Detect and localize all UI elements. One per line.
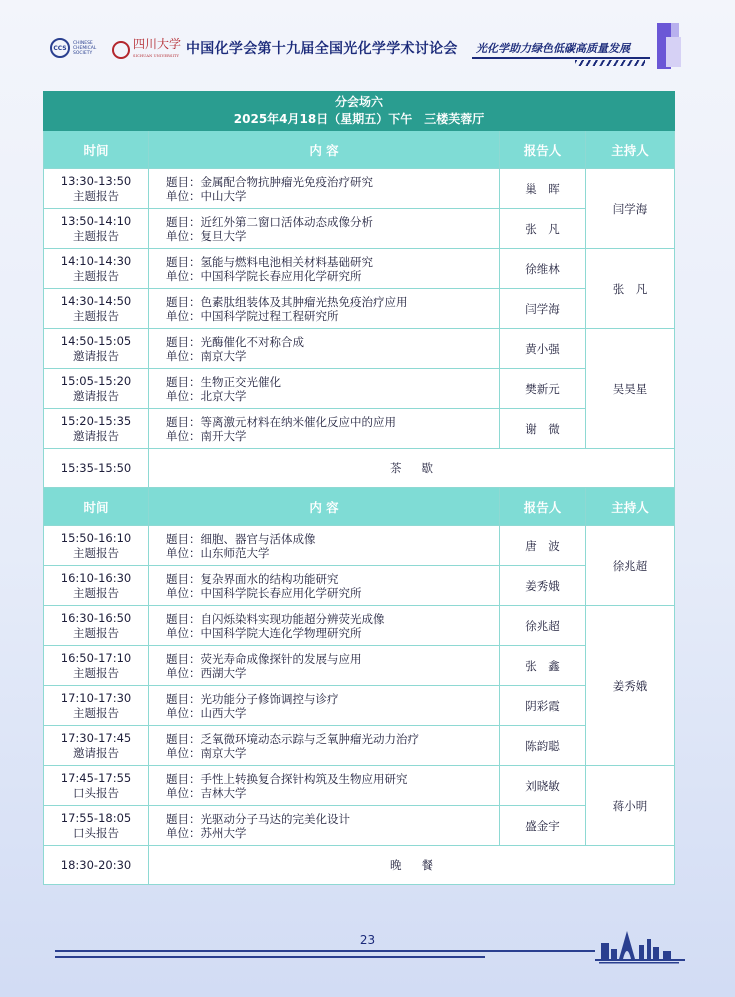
talk-time-cell [44, 806, 149, 846]
content-column-header: 内 容 [149, 131, 500, 169]
talk-unit: 单位：山西大学 [166, 705, 247, 720]
talk-row [44, 606, 675, 646]
talk-title: 题目：光功能分子修饰调控与诊疗 [166, 691, 339, 706]
talk-time-cell [44, 766, 149, 806]
talk-title: 题目：光驱动分子马达的完美化设计 [166, 811, 350, 826]
talk-time: 15:20-15:35 [60, 413, 132, 428]
talk-speaker: 徐维林 [500, 249, 586, 289]
talk-speaker: 姜秀娥 [500, 566, 586, 606]
session-header [44, 92, 675, 131]
talk-type: 主题报告 [73, 308, 119, 323]
chair-name: 吴昊星 [586, 329, 675, 449]
talk-time-cell [44, 686, 149, 726]
talk-time: 14:10-14:30 [60, 253, 132, 268]
chair-name: 蒋小明 [586, 766, 675, 846]
talk-speaker: 刘晓敏 [500, 766, 586, 806]
talk-title: 题目：生物正交光催化 [166, 374, 281, 389]
talk-row [44, 249, 675, 289]
talk-content-cell [149, 686, 500, 726]
scu-logo-text: 四川大学 [133, 37, 182, 51]
talk-row [44, 806, 675, 846]
page-header [0, 0, 735, 80]
talk-content-cell [149, 209, 500, 249]
break-time: 18:30-20:30 [44, 846, 149, 885]
talk-speaker: 阴彩霞 [500, 686, 586, 726]
talk-type: 口头报告 [73, 785, 119, 800]
speaker-column-header: 报告人 [500, 488, 586, 526]
ccs-logo-text: CHINESE CHEMICAL SOCIETY [73, 40, 97, 56]
corner-decoration [671, 23, 679, 37]
column-header-row [44, 488, 675, 526]
talk-time-cell [44, 606, 149, 646]
talk-content-cell [149, 606, 500, 646]
scu-logo [112, 38, 181, 62]
talk-speaker: 巢 晖 [500, 169, 586, 209]
talk-row [44, 686, 675, 726]
talk-title: 题目：荧光寿命成像探针的发展与应用 [166, 651, 362, 666]
talk-title: 题目：细胞、器官与活体成像 [166, 531, 316, 546]
talk-time: 17:30-17:45 [60, 730, 132, 745]
talk-speaker: 张 鑫 [500, 646, 586, 686]
talk-row [44, 169, 675, 209]
scu-seal-icon [112, 41, 130, 59]
talk-type: 邀请报告 [73, 388, 119, 403]
talk-time: 16:50-17:10 [60, 650, 132, 665]
talk-unit: 单位：中国科学院长春应用化学研究所 [166, 268, 362, 283]
talk-type: 主题报告 [73, 545, 119, 560]
talk-content-cell [149, 726, 500, 766]
talk-title: 题目：自闪烁染料实现功能超分辨荧光成像 [166, 611, 385, 626]
talk-time-cell [44, 329, 149, 369]
talk-time-cell [44, 289, 149, 329]
talk-time: 17:10-17:30 [60, 690, 132, 705]
talk-time-cell [44, 409, 149, 449]
talk-unit: 单位：南京大学 [166, 745, 247, 760]
talk-title: 题目：金属配合物抗肿瘤光免疫治疗研究 [166, 174, 373, 189]
chair-name: 张 凡 [586, 249, 675, 329]
talk-content-cell [149, 646, 500, 686]
talk-time-cell [44, 209, 149, 249]
talk-speaker: 黄小强 [500, 329, 586, 369]
column-header-row [44, 131, 675, 169]
talk-time: 13:30-13:50 [60, 173, 132, 188]
header-rule [472, 57, 650, 59]
talk-content-cell [149, 249, 500, 289]
talk-unit: 单位：山东师范大学 [166, 545, 270, 560]
talk-content-cell [149, 806, 500, 846]
session-name: 分会场六 [335, 95, 384, 109]
bridge-skyline-icon [595, 925, 685, 965]
talk-title: 题目：近红外第二窗口活体动态成像分析 [166, 214, 373, 229]
talk-type: 主题报告 [73, 665, 119, 680]
talk-time: 15:05-15:20 [60, 373, 132, 388]
break-time: 15:35-15:50 [44, 449, 149, 488]
talk-content-cell [149, 566, 500, 606]
talk-time-cell [44, 566, 149, 606]
talk-time-cell [44, 526, 149, 566]
chair-name: 姜秀娥 [586, 606, 675, 766]
talk-time: 17:55-18:05 [60, 810, 132, 825]
talk-time: 17:45-17:55 [60, 770, 132, 785]
time-column-header: 时间 [44, 488, 149, 526]
talk-speaker: 盛金宇 [500, 806, 586, 846]
session-detail: 2025年4月18日（星期五）下午 三楼芙蓉厅 [233, 112, 485, 126]
talk-type: 口头报告 [73, 825, 119, 840]
talk-speaker: 徐兆超 [500, 606, 586, 646]
break-row [44, 449, 675, 488]
talk-time-cell [44, 369, 149, 409]
talk-type: 主题报告 [73, 585, 119, 600]
talk-type: 邀请报告 [73, 348, 119, 363]
talk-speaker: 闫学海 [500, 289, 586, 329]
talk-time: 14:30-14:50 [60, 293, 132, 308]
talk-row [44, 409, 675, 449]
header-hatch-decoration [575, 60, 645, 66]
talk-unit: 单位：西湖大学 [166, 665, 247, 680]
corner-decoration [666, 37, 681, 67]
schedule-body [44, 92, 675, 885]
time-column-header: 时间 [44, 131, 149, 169]
footer-rule [55, 950, 595, 952]
talk-unit: 单位：中山大学 [166, 188, 247, 203]
talk-title: 题目：色素肽组装体及其肿瘤光热免疫治疗应用 [166, 294, 408, 309]
talk-row [44, 329, 675, 369]
talk-content-cell [149, 169, 500, 209]
talk-speaker: 陈韵聪 [500, 726, 586, 766]
talk-type: 邀请报告 [73, 428, 119, 443]
talk-speaker: 谢 微 [500, 409, 586, 449]
talk-time-cell [44, 646, 149, 686]
break-row [44, 846, 675, 885]
talk-unit: 单位：复旦大学 [166, 228, 247, 243]
talk-unit: 单位：北京大学 [166, 388, 247, 403]
ccs-logo [50, 38, 101, 58]
talk-title: 题目：氢能与燃料电池相关材料基础研究 [166, 254, 373, 269]
talk-unit: 单位：吉林大学 [166, 785, 247, 800]
talk-content-cell [149, 409, 500, 449]
conference-slogan: 光化学助力绿色低碳高质量发展 [476, 42, 630, 55]
talk-time: 13:50-14:10 [60, 213, 132, 228]
talk-title: 题目：乏氧微环境动态示踪与乏氧肿瘤光动力治疗 [166, 731, 419, 746]
talk-unit: 单位：苏州大学 [166, 825, 247, 840]
talk-unit: 单位：南开大学 [166, 428, 247, 443]
talk-row [44, 369, 675, 409]
talk-time-cell [44, 726, 149, 766]
talk-content-cell [149, 526, 500, 566]
talk-type: 主题报告 [73, 625, 119, 640]
conference-title: 中国化学会第十九届全国光化学学术讨论会 [186, 41, 458, 57]
talk-title: 题目：等离激元材料在纳米催化反应中的应用 [166, 414, 396, 429]
talk-time-cell [44, 169, 149, 209]
chair-name: 闫学海 [586, 169, 675, 249]
talk-speaker: 樊新元 [500, 369, 586, 409]
talk-type: 主题报告 [73, 268, 119, 283]
talk-speaker: 唐 波 [500, 526, 586, 566]
talk-type: 邀请报告 [73, 745, 119, 760]
talk-title: 题目：复杂界面水的结构功能研究 [166, 571, 339, 586]
talk-time: 15:50-16:10 [60, 530, 132, 545]
speaker-column-header: 报告人 [500, 131, 586, 169]
talk-content-cell [149, 766, 500, 806]
scu-logo-subtext: SICHUAN UNIVERSITY [133, 54, 180, 58]
talk-unit: 单位：中国科学院过程工程研究所 [166, 308, 339, 323]
talk-row [44, 646, 675, 686]
break-label: 茶歇 [149, 449, 675, 488]
talk-content-cell [149, 329, 500, 369]
chair-name: 徐兆超 [586, 526, 675, 606]
talk-title: 题目：光酶催化不对称合成 [166, 334, 304, 349]
talk-row [44, 726, 675, 766]
content-column-header: 内 容 [149, 488, 500, 526]
talk-row [44, 289, 675, 329]
break-label: 晚餐 [149, 846, 675, 885]
talk-unit: 单位：中国科学院大连化学物理研究所 [166, 625, 362, 640]
talk-time: 16:30-16:50 [60, 610, 132, 625]
talk-time-cell [44, 249, 149, 289]
talk-unit: 单位：南京大学 [166, 348, 247, 363]
talk-row [44, 209, 675, 249]
talk-title: 题目：手性上转换复合探针构筑及生物应用研究 [166, 771, 408, 786]
talk-row [44, 566, 675, 606]
talk-time: 14:50-15:05 [60, 333, 132, 348]
footer-rule [55, 956, 485, 958]
talk-type: 主题报告 [73, 188, 119, 203]
talk-content-cell [149, 369, 500, 409]
talk-type: 主题报告 [73, 228, 119, 243]
talk-content-cell [149, 289, 500, 329]
chair-column-header: 主持人 [586, 488, 675, 526]
page-number: 23 [359, 933, 376, 947]
talk-type: 主题报告 [73, 705, 119, 720]
ccs-logo-icon: CCS [50, 38, 70, 58]
chair-column-header: 主持人 [586, 131, 675, 169]
talk-time: 16:10-16:30 [60, 570, 132, 585]
talk-speaker: 张 凡 [500, 209, 586, 249]
talk-row [44, 766, 675, 806]
talk-row [44, 526, 675, 566]
schedule-table [43, 91, 675, 885]
talk-unit: 单位：中国科学院长春应用化学研究所 [166, 585, 362, 600]
